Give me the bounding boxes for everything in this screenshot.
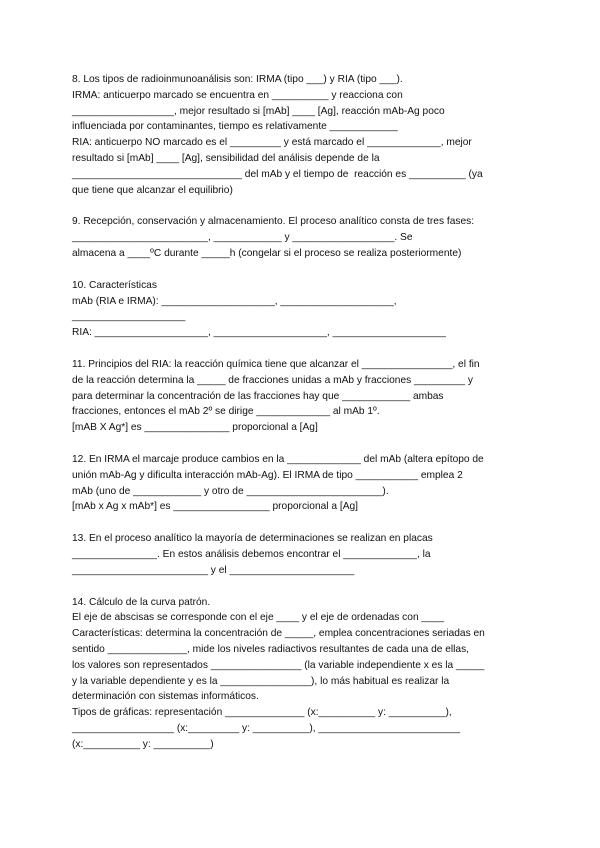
text-line: determinación con sistemas informáticos. [72, 691, 259, 703]
text-line: ______________________________ del mAb y el tiempo de reacción es __________ (ya [72, 168, 483, 180]
text-line: sentido ______________, mide los niveles radiactivos resultantes de cada una de ellas, [72, 643, 470, 655]
text-line: ________________________ y el ______________________ [72, 564, 355, 576]
text-line: los valores son representados ________________ (la variable independiente x es la _____ [72, 659, 485, 671]
text-line: 13. En el proceso analítico la mayoría de determinaciones se realizan en placas [72, 533, 433, 545]
text-line: para determinar la concentración de las fracciones hay que ____________ ambas [72, 390, 444, 402]
text-line: [mAb x Ag x mAb*] es _________________ proporcional a [Ag] [72, 501, 359, 513]
text-line: influenciada por contaminantes, tiempo es relativamente ____________ [72, 121, 398, 133]
text-line: y la variable dependiente y es la ________________), lo más habitual es realizar la [72, 675, 450, 687]
text-line: (x:__________ y: __________) [72, 738, 214, 750]
text-line: __________________ (x:_________ y: __________), _________________________ [72, 722, 461, 734]
text-line: fracciones, entonces el mAb 2º se dirige _____________ al mAb 1º. [72, 406, 380, 418]
text-line: ________________________, ____________ y __________________. Se [72, 232, 413, 244]
text-line: 8. Los tipos de radioinmunoanálisis son: IRMA (tipo ___) y RIA (tipo ___). [72, 74, 403, 85]
text-line: resultado si [mAb] ____ [Ag], sensibilidad del análisis depende de la [72, 152, 380, 164]
text-line: 12. En IRMA el marcaje produce cambios en la _____________ del mAb (altera epítopo de [72, 453, 484, 465]
text-line: 9. Recepción, conservación y almacenamiento. El proceso analítico consta de tres fases: [72, 216, 475, 228]
question-12-block [72, 452, 532, 515]
text-line: unión mAb-Ag y dificulta interacción mAb-Ag). El IRMA de tipo ___________ emplea 2 [72, 469, 463, 481]
text-line: IRMA: anticuerpo marcado se encuentra en __________ y reacciona con [72, 89, 403, 101]
text-line: RIA: ____________________, ____________________, ____________________ [72, 327, 446, 339]
text-line: 14. Cálculo de la curva patrón. [72, 596, 211, 608]
text-line: 11. Principios del RIA: la reacción química tiene que alcanzar el ________________, el fin [72, 358, 480, 370]
text-line: que tiene que alcanzar el equilibrio) [72, 184, 233, 196]
question-11-block [72, 357, 532, 436]
question-14-block [72, 595, 532, 753]
text-line: RIA: anticuerpo NO marcado es el _________ y está marcado el _____________, mejor [72, 137, 472, 149]
text-line: Tipos de gráficas: representación ______________ (x:__________ y: __________), [72, 707, 452, 719]
question-10-block [72, 278, 532, 341]
text-line: de la reacción determina la _____ de fracciones unidas a mAb y fracciones _________ y [72, 374, 473, 386]
question-8-block [72, 72, 532, 198]
text-line: 10. Características [72, 279, 157, 291]
text-line: __________________, mejor resultado si [mAb] ____ [Ag], reacción mAb-Ag poco [72, 105, 445, 117]
text-line: Características: determina la concentración de _____, emplea concentraciones seriadas en [72, 628, 485, 640]
text-line: [mAB X Ag*] es _______________ proporcional a [Ag] [72, 422, 318, 434]
text-line: mAb (RIA e IRMA): ____________________, ____________________, [72, 295, 397, 307]
worksheet-content [72, 72, 532, 768]
text-line: El eje de abscisas se corresponde con el eje ____ y el eje de ordenadas con ____ [72, 612, 445, 624]
question-9-block [72, 214, 532, 261]
question-13-block [72, 531, 532, 578]
text-line: almacena a ____ºC durante _____h (congelar si el proceso se realiza posteriormente) [72, 247, 462, 259]
text-line: ____________________ [72, 311, 186, 323]
text-line: _______________. En estos análisis debemos encontrar el _____________, la [72, 548, 431, 560]
text-line: mAb (uno de ____________ y otro de ________________________). [72, 485, 389, 497]
